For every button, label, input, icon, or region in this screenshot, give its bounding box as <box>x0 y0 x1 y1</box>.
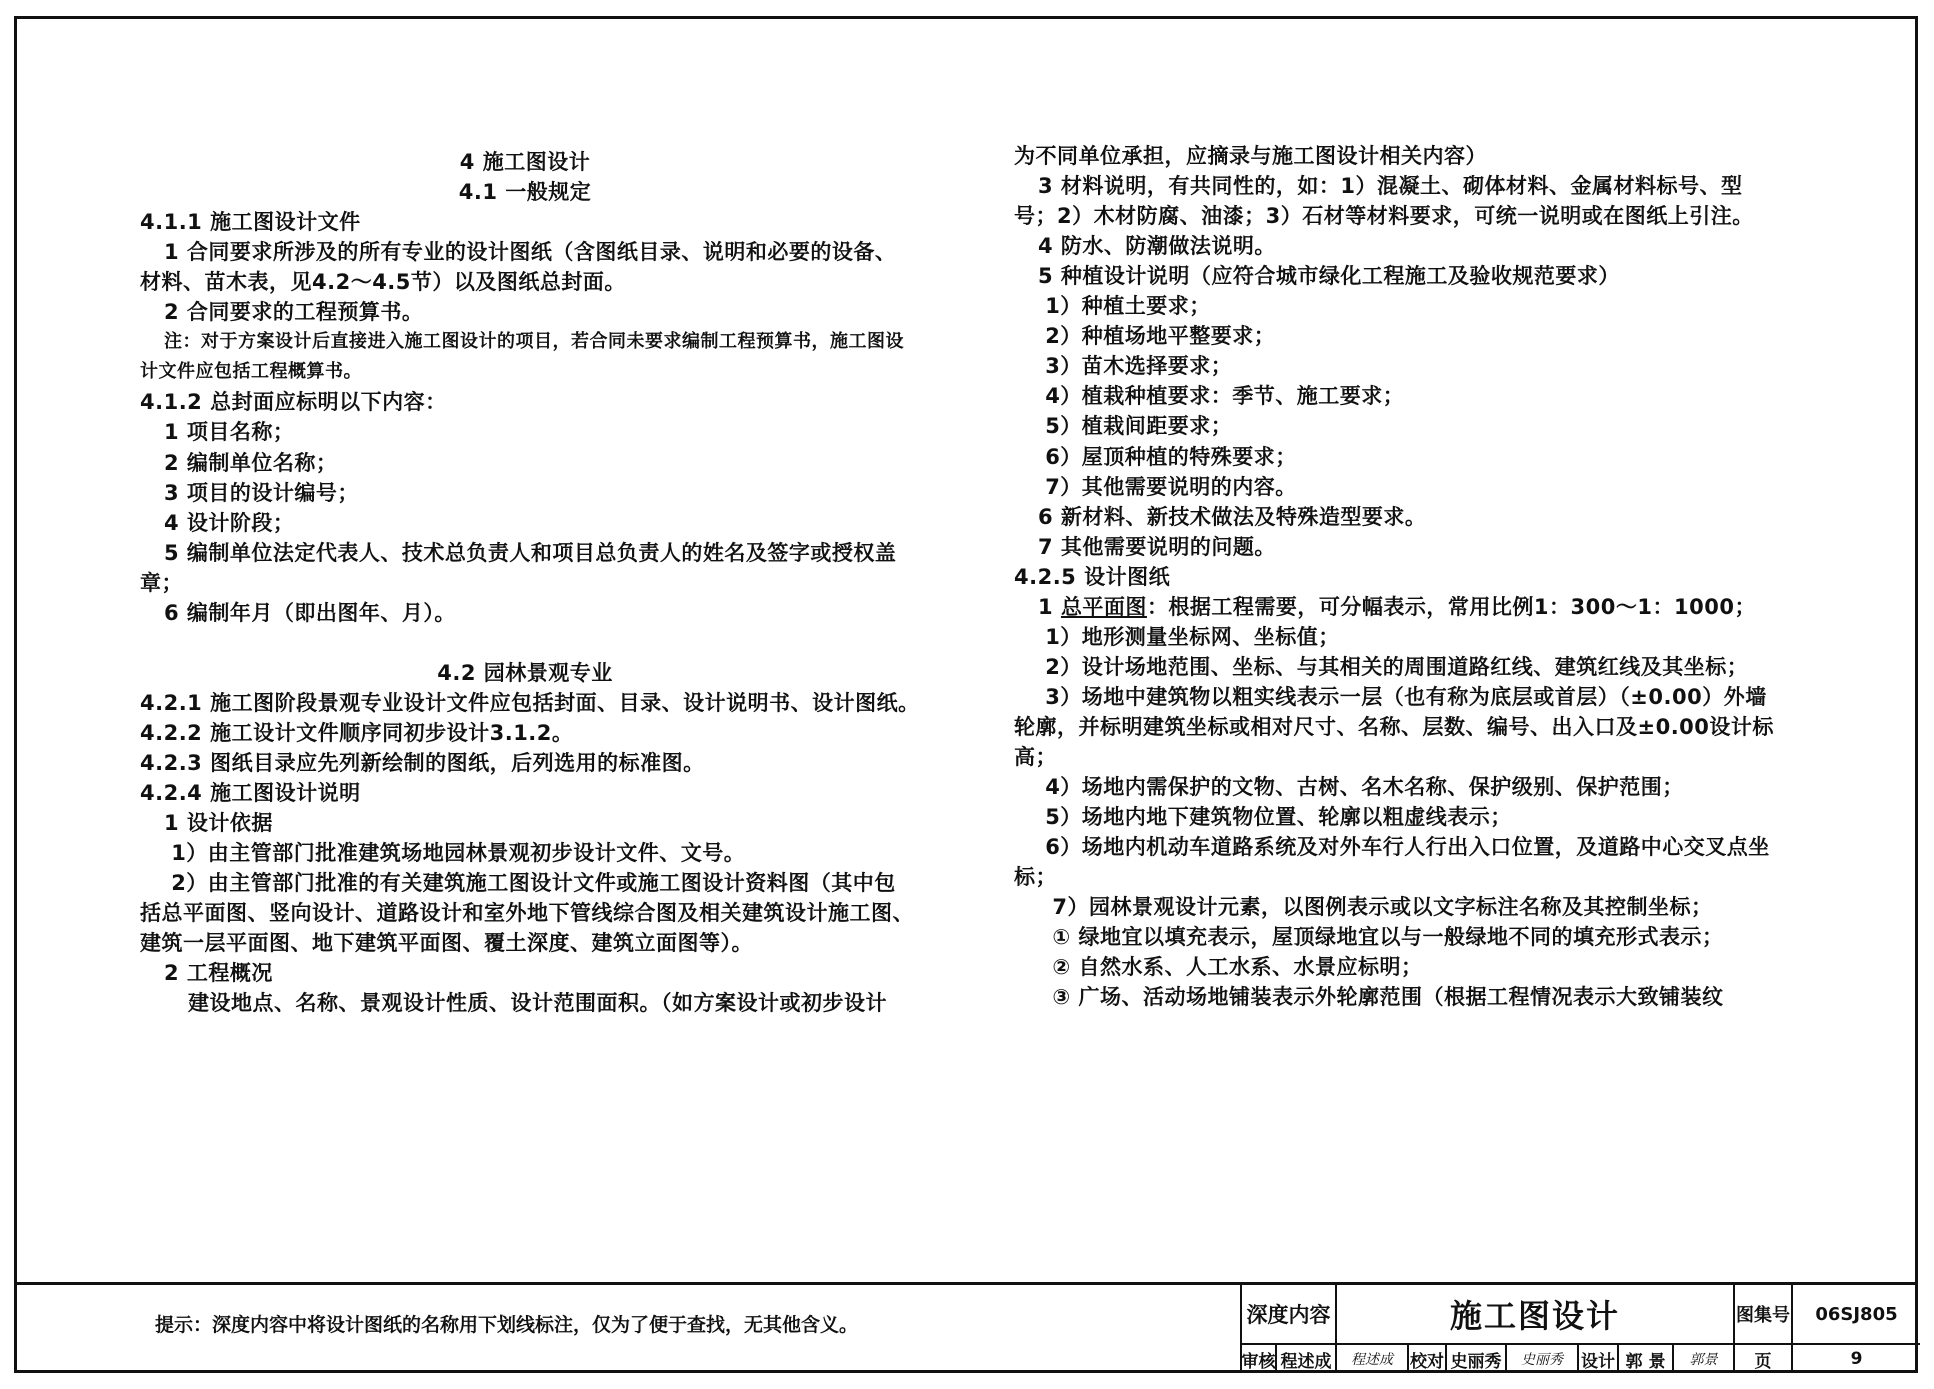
right_column-line: ② 自然水系、人工水系、水景应标明； <box>1052 955 1423 980</box>
left_column-line: 建设地点、名称、景观设计性质、设计范围面积。（如方案设计或初步设计 <box>188 991 887 1016</box>
right_column-line: ① 绿地宜以填充表示，屋顶绿地宜以与一般绿地不同的填充形式表示； <box>1052 925 1724 950</box>
footer-hint: 提示：深度内容中将设计图纸的名称用下划线标注，仅为了便于查找，无其他含义。 <box>155 1314 859 1336</box>
atlas-number: 06SJ805 <box>1815 1303 1898 1325</box>
left_column-line: 4.1.1 施工图设计文件 <box>140 210 361 235</box>
right_column-line: 4.2.5 设计图纸 <box>1014 564 1171 589</box>
left_column-line: 注：对于方案设计后直接进入施工图设计的项目，若合同未要求编制工程预算书，施工图设 <box>164 331 904 353</box>
right_column-line: 1 总平面图：根据工程需要，可分幅表示，常用比例1：300～1：1000； <box>1038 594 1756 619</box>
right_column-line: 7）园林景观设计元素，以图例表示或以文字标注名称及其控制坐标； <box>1052 895 1713 920</box>
design-label: 设计 <box>1579 1345 1619 1373</box>
reviewer-name: 程述成 <box>1277 1345 1337 1373</box>
page-number: 9 <box>1850 1349 1863 1369</box>
right_column-line: 4 防水、防潮做法说明。 <box>1038 234 1276 259</box>
right_column-line: 6）屋顶种植的特殊要求； <box>1045 444 1297 469</box>
left_column-line: 建筑一层平面图、地下建筑平面图、覆土深度、建筑立面图等）。 <box>140 931 753 956</box>
right_column-line: 5）场地内地下建筑物位置、轮廓以粗虚线表示； <box>1045 805 1512 830</box>
left_column-line: 2 合同要求的工程预算书。 <box>164 300 424 325</box>
left_column-line: 2 编制单位名称； <box>164 450 338 475</box>
right_column-line: 2）设计场地范围、坐标、与其相关的周围道路红线、建筑红线及其坐标； <box>1045 654 1749 679</box>
left_column-line: 2 工程概况 <box>164 961 273 986</box>
right_column-line: 号；2）木材防腐、油漆；3）石材等材料要求，可统一说明或在图纸上引注。 <box>1014 204 1754 229</box>
left_column-line: 4.2.1 施工图阶段景观专业设计文件应包括封面、目录、设计说明书、设计图纸。 <box>140 690 920 715</box>
left_column-line: 6 编制年月（即出图年、月）。 <box>164 600 456 625</box>
right_column-line: 5）植栽间距要求； <box>1045 414 1233 439</box>
right_column-line: 6）场地内机动车道路系统及对外车行人行出入口位置，及道路中心交叉点坐 <box>1045 835 1770 860</box>
right_column-line: 5 种植设计说明（应符合城市绿化工程施工及验收规范要求） <box>1038 264 1620 289</box>
designer-name: 郭 景 <box>1619 1345 1674 1373</box>
page-label: 页 <box>1735 1345 1793 1373</box>
designer-signature: 郭景 <box>1674 1345 1735 1373</box>
right_column-line: 4）场地内需保护的文物、古树、名木名称、保护级别、保护范围； <box>1045 775 1684 800</box>
left_column-heading: 4 施工图设计 <box>459 150 591 174</box>
left_column-line: 括总平面图、竖向设计、道路设计和室外地下管线综合图及相关建筑设计施工图、 <box>140 901 914 926</box>
atlas-label: 图集号 <box>1735 1285 1793 1343</box>
left_column-line: 计文件应包括工程概算书。 <box>140 361 362 383</box>
left_column-heading: 4.2 园林景观专业 <box>437 660 613 685</box>
right_column-line: 6 新材料、新技术做法及特殊造型要求。 <box>1038 504 1427 529</box>
right_column-line: 4）植栽种植要求：季节、施工要求； <box>1045 384 1405 409</box>
right_column-line: 高； <box>1014 745 1057 769</box>
left_column-line: 4.2.4 施工图设计说明 <box>140 781 361 806</box>
left_column-line: 1 设计依据 <box>164 811 273 836</box>
reviewer-signature: 程述成 <box>1337 1345 1409 1373</box>
category-label: 深度内容 <box>1242 1285 1337 1343</box>
check-label: 校对 <box>1409 1345 1447 1373</box>
left_column-line: 材料、苗木表，见4.2～4.5节）以及图纸总封面。 <box>140 270 626 295</box>
left_column-line: 章； <box>140 570 183 595</box>
right_column-line: ③ 广场、活动场地铺装表示外轮廓范围（根据工程情况表示大致铺装纹 <box>1052 985 1724 1010</box>
right_column-line: 3）苗木选择要求； <box>1045 354 1233 379</box>
checker-name: 史丽秀 <box>1447 1345 1507 1373</box>
right_column-line: 7）其他需要说明的内容。 <box>1045 474 1297 499</box>
right_column-line: 3）场地中建筑物以粗实线表示一层（也有称为底层或首层）（±0.00）外墙 <box>1045 684 1767 709</box>
right_column-line: 7 其他需要说明的问题。 <box>1038 534 1276 559</box>
left_column-heading: 4.1 一般规定 <box>458 180 592 205</box>
left_column-line: 4 设计阶段； <box>164 510 295 535</box>
left_column-line: 4.1.2 总封面应标明以下内容： <box>140 390 447 415</box>
right_column-line: 1）地形测量坐标网、坐标值； <box>1045 624 1340 649</box>
left_column-line: 3 项目的设计编号； <box>164 480 359 505</box>
left_column-line: 1）由主管部门批准建筑场地园林景观初步设计文件、文号。 <box>171 841 746 866</box>
review-label: 审核 <box>1242 1345 1277 1373</box>
right_column-line: 为不同单位承担，应摘录与施工图设计相关内容） <box>1014 144 1487 168</box>
left_column-line: 1 项目名称； <box>164 420 295 445</box>
left_column-line: 4.2.3 图纸目录应先列新绘制的图纸，后列选用的标准图。 <box>140 751 705 775</box>
right_column-line: 标； <box>1014 865 1057 890</box>
title-block <box>1240 1285 1920 1373</box>
right_column-line: 1）种植土要求； <box>1045 294 1211 319</box>
right_column-line: 2）种植场地平整要求； <box>1045 324 1276 349</box>
checker-signature: 史丽秀 <box>1507 1345 1579 1373</box>
left_column-line: 5 编制单位法定代表人、技术总负责人和项目总负责人的姓名及签字或授权盖 <box>164 540 897 565</box>
underlined-term: 总平面图 <box>1060 594 1147 619</box>
right_column-line: 3 材料说明，有共同性的，如：1）混凝土、砌体材料、金属材料标号、型 <box>1038 174 1743 199</box>
left_column-line: 2）由主管部门批准的有关建筑施工图设计文件或施工图设计资料图（其中包 <box>171 871 896 896</box>
left_column-line: 4.2.2 施工设计文件顺序同初步设计3.1.2。 <box>140 720 574 745</box>
left_column-line: 1 合同要求所涉及的所有专业的设计图纸（含图纸目录、说明和必要的设备、 <box>164 240 897 265</box>
drawing-title: 施工图设计 <box>1337 1285 1735 1343</box>
right_column-line: 轮廓，并标明建筑坐标或相对尺寸、名称、层数、编号、出入口及±0.00设计标 <box>1014 714 1774 739</box>
